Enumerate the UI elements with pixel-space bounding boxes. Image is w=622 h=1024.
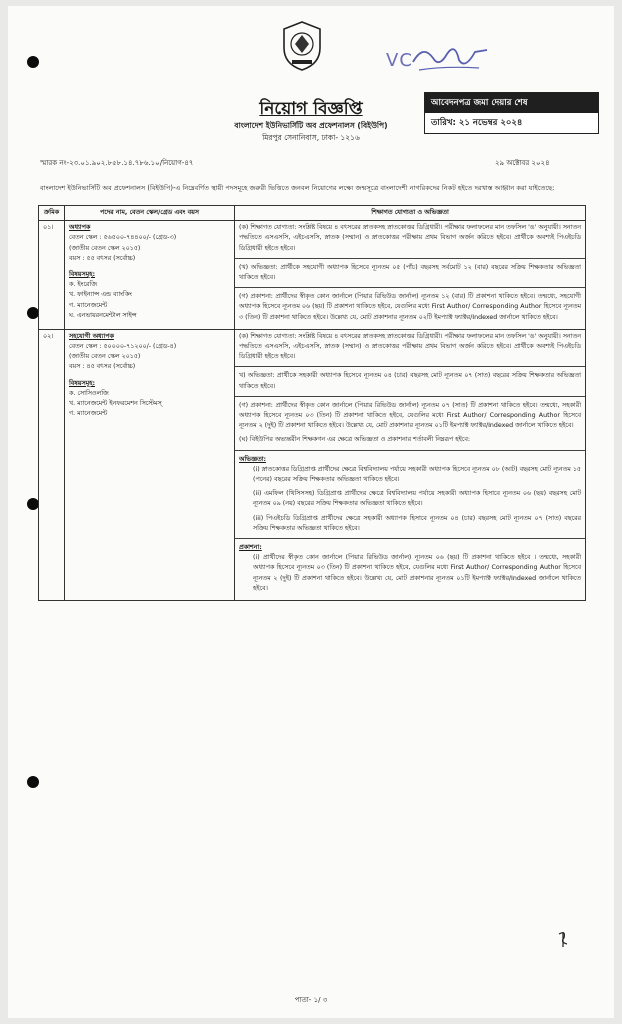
table-row (39, 329, 586, 600)
punch-hole (27, 56, 39, 68)
row-serial: ০১। (39, 221, 65, 330)
post-name: অধ্যাপক (69, 224, 91, 232)
memo-number: স্মারক নং-২৩.০১.৯০২.৮৫৮.১৪.৭৮৬.১০/নিয়োগ-৪৭ (40, 159, 194, 167)
table-row (39, 221, 586, 330)
publication-label: প্রকাশনা: (239, 544, 262, 552)
subject-item: ক. সোসিওলজি (69, 389, 109, 397)
subjects-label: বিষয়সমূহ: (69, 379, 95, 387)
header-post: পদের নাম, বেতন স্কেল/গ্রেড এবং বয়স (65, 206, 235, 221)
header-serial: ক্রমিক (39, 206, 65, 221)
page-label: পাতা- (294, 996, 312, 1004)
post-cell (65, 329, 235, 600)
header-qualification: শিক্ষাগত যোগ্যতা ও অভিজ্ঞতা (235, 206, 586, 221)
initial-mark (556, 930, 570, 948)
subject-item: খ. ম্যানেজমেন্ট ইনফরমেশন সিস্টেমস্ (69, 400, 162, 408)
pay-scale: বেতন স্কেল : ৫৬৫০০-৭৪৪০০/- (গ্রেড-৩) (69, 234, 177, 242)
subject-item: খ. ফাইন্যান্স এন্ড ব্যাংকিং (69, 291, 132, 299)
publication-requirement: (গ) প্রকাশনা: প্রার্থীদের স্বীকৃত কোন জার্নালে (পিয়ার রিভিউড জার্নাল) ন্যূনতম ১২ (বার) টি প্রকাশনা থাকিতে হইবে। তন্মধ্যে, সহযোগী অধ্যাপক হিসেবে ন্যূনতম ০৬ (ছয়) টি প্রকাশনা থাকিতে হইবে, যেগুলির মধ্যে First Author/ Corresponding Author হিসেবে ন্যূনতম ৩ (তিন) টি প্রকাশনা থাকিতে হইবে। উল্লেখ্য যে, মোট প্রকাশনার ন্যূনতম ০২টি ইমপ্যাক্ট ফ্যাক্টর/Indexed জার্নালে থাকিতে হইবে। (239, 293, 581, 321)
experience-item: (i) স্নাতকোত্তর ডিগ্রিপ্রাপ্ত প্রার্থীদের ক্ষেত্রে বিশ্ববিদ্যালয় পর্যায়ে সহকারী অধ্যাপক হিসেবে ন্যূনতম ০৮ (আট) বছরসহ মোট ন্যূনতম ১৫ (পনের) বছরের সক্রিয় শিক্ষকতার অভিজ্ঞতা থাকিতে হইবে। (253, 465, 581, 484)
vc-mark: VC (386, 50, 413, 71)
post-name: সহযোগী অধ্যাপক (69, 332, 114, 340)
row-serial: ০২। (39, 329, 65, 600)
qualification-cell (235, 329, 586, 600)
deadline-label: আবেদনপত্র জমা দেয়ার শেষ (425, 93, 598, 113)
org-name: বাংলাদেশ ইউনিভার্সিটি অব প্রফেশনালস (বিইউপি) (234, 121, 388, 130)
subject-item: ক. ইংরেজি (69, 281, 97, 289)
bup-logo (280, 20, 324, 72)
org-address: মিরপুর সেনানিবাস, ঢাকা- ১২১৬ (262, 133, 360, 142)
national-scale: (জাতীয় বেতন স্কেল ২০১৫) (69, 244, 141, 252)
vacancy-table (38, 205, 586, 601)
qualification-cell (235, 221, 586, 330)
post-cell (65, 221, 235, 330)
table-header-row (39, 206, 586, 221)
age-limit: বয়স : ৪৫ বৎসর (সর্বোচ্চ) (69, 363, 136, 371)
page-number: ১/ ৩ (313, 996, 328, 1004)
national-scale: (জাতীয় বেতন স্কেল ২০১৫) (69, 353, 141, 361)
age-limit: বয়স : ৫৫ বৎসর (সর্বোচ্চ) (69, 254, 136, 262)
page-footer (0, 994, 622, 1006)
subjects-label: বিষয়সমূহ: (69, 271, 95, 279)
publication-requirement: (গ) প্রকাশনা: প্রার্থীদের স্বীকৃত কোন জার্নালে (পিয়ার রিভিউড জার্নাল) ন্যূনতম ০৭ (সাত) টি প্রকাশনা থাকিতে হইবে। তন্মধ্যে, সহকারী অধ্যাপক হিসেবে ন্যূনতম ০৩ (তিন) টি প্রকাশনা থাকিতে হইবে, যেগুলির মধ্যে First Author/ Corresponding Author হিসেবে ন্যূনতম ২ (দুই) টি প্রকাশনা থাকিতে হইবে। উল্লেখ্য যে, মোট প্রকাশনার ন্যূনতম ০১টি ইমপ্যাক্ট ফ্যাক্টর/Indexed জার্নালে থাকিতে হইবে। (239, 401, 581, 430)
experience-label: অভিজ্ঞতা: (239, 455, 267, 463)
experience-item: (ii) এমফিল (থিসিসসহ) ডিগ্রিপ্রাপ্ত প্রার্থীদের ক্ষেত্রে বিশ্ববিদ্যালয় পর্যায়ে সহকারী অধ্যাপক হিসাবে ন্যূনতম ০৬ (ছয়) বছরসহ মোট ন্যূনতম ০৯ (নয়) বছরের সক্রিয় শিক্ষকতার অভিজ্ঞতা থাকিতে হইবে। (253, 490, 581, 508)
publication-item: (i) প্রার্থীদের স্বীকৃত কোন জার্নালে (পিয়ার রিভিউড জার্নাল) ন্যূনতম ০৬ (ছয়) টি প্রকাশনা থাকিতে হইবে । তন্মধ্যে, সহকারী অধ্যাপক হিসেবে ন্যূনতম ০৩ (তিন) টি প্রকাশনা থাকিতে হইবে, যেগুলির মধ্যে First Author/ Corresponding Author হিসেবে ন্যূনতম ২ (দুই) টি প্রকাশনা থাকিতে হইবে। উল্লেখ্য যে, মোট প্রকাশনার ন্যূনতম ০১টি ইমপ্যাক্ট ফ্যাক্টর/Indexed জার্নালে থাকিতে হইবে। (253, 554, 581, 592)
experience-item: (iii) পিএইচডি ডিগ্রিপ্রাপ্ত প্রার্থীদের ক্ষেত্রে সহকারী অধ্যাপক হিসাবে ন্যূনতম ০৪ (চার) বছরসহ মোট ন্যূনতম ০৭ (সাত) বছরের সক্রিয় শিক্ষকতার অভিজ্ঞতা থাকিতে হইবে। (253, 514, 581, 532)
subject-item: ঘ. এনভায়রনমেন্টাল সাইন্স (69, 311, 137, 319)
education-requirement: (ক) শিক্ষাগত যোগ্যতা: সংশ্লিষ্ট বিষয়ে ৪ বৎসরের স্নাতকসহ স্নাতকোত্তর ডিগ্রিধারী। পরীক্ষার ফলাফলের মান তফসিল 'ঙ' অনুযায়ী। সনাতন পদ্ধতিতে এসএসসি, এইচএসসি, স্নাতক (সম্মান) ও স্নাতকোত্তর পরীক্ষায় প্রথম বিভাগ অর্জন করিতে হইবে। প্রার্থীকে অবশ্যই পিএইচডি ডিগ্রিধারী হইতে হইবে। (239, 332, 581, 361)
internal-teacher-note: (ঘ) বিইউপির অভ্যন্তরীন শিক্ষকগন এর ক্ষেত্রে অভিজ্ঞতা ও প্রকাশনার শর্তাবলী নিম্নরূপ হইবে: (239, 436, 470, 444)
page-title: নিয়োগ বিজ্ঞপ্তি (259, 99, 363, 119)
deadline-date: তারিখ: ২১ নভেম্বর ২০২৪ (431, 118, 523, 128)
punch-hole (27, 776, 39, 788)
issue-date: ২৯ অক্টোবর ২০২৪ (495, 159, 550, 167)
experience-requirement: খ) অভিজ্ঞতা: প্রার্থীকে সহকারী অধ্যাপক হিসেবে ন্যূনতম ০৪ (চার) বছরসহ মোট ন্যূনতম ০৭ (সাত) বছরের সক্রিয় শিক্ষকতার অভিজ্ঞতা থাকিতে হইবে। (239, 372, 581, 390)
pay-scale: বেতন স্কেল : ৫০০০০-৭১২০০/- (গ্রেড-৪) (69, 343, 177, 351)
experience-requirement: (খ) অভিজ্ঞতা: প্রার্থীকে সহযোগী অধ্যাপক হিসেবে ন্যূনতম ০৫ (পাঁচ) বছরসহ সর্বমোট ১২ (বার) বছরের সক্রিয় শিক্ষকতার অভিজ্ঞতা থাকিতে হইবে। (239, 263, 581, 282)
subject-item: গ. ম্যানেজমেন্ট (69, 410, 108, 418)
education-requirement: (ক) শিক্ষাগত যোগ্যতা: সংশ্লিষ্ট বিষয়ে ৪ বৎসরের স্নাতকসহ স্নাতকোত্তর ডিগ্রিধারী। পরীক্ষার ফলাফলের মান তফসিল 'ঙ' অনুযায়ী। সনাতন পদ্ধতিতে এসএসসি, এইচএসসি, স্নাতক (সম্মান) ও স্নাতকোত্তর পরীক্ষায় প্রথম বিভাগ অর্জন করিতে হইবে। প্রার্থীকে অবশ্যই পিএইচডি ডিগ্রিধারী হইতে হইবে। (239, 224, 581, 252)
deadline-box (424, 92, 599, 134)
handwritten-signature (375, 40, 495, 80)
intro-paragraph: বাংলাদেশ ইউনিভার্সিটি অব প্রফেশনালস (বিইউপি)-এ নিম্নেবর্ণিত স্থায়ী পদসমূহে জরুরী ভিত্তিতে জনবল নিয়োগের লক্ষ্যে জন্মসূত্রে বাংলাদেশী নাগরিকদের নিকট হইতে দরখাস্ত আহ্বান করা যাইতেছে: (40, 184, 555, 192)
subject-item: গ. ম্যানেজমেন্ট (69, 301, 108, 309)
